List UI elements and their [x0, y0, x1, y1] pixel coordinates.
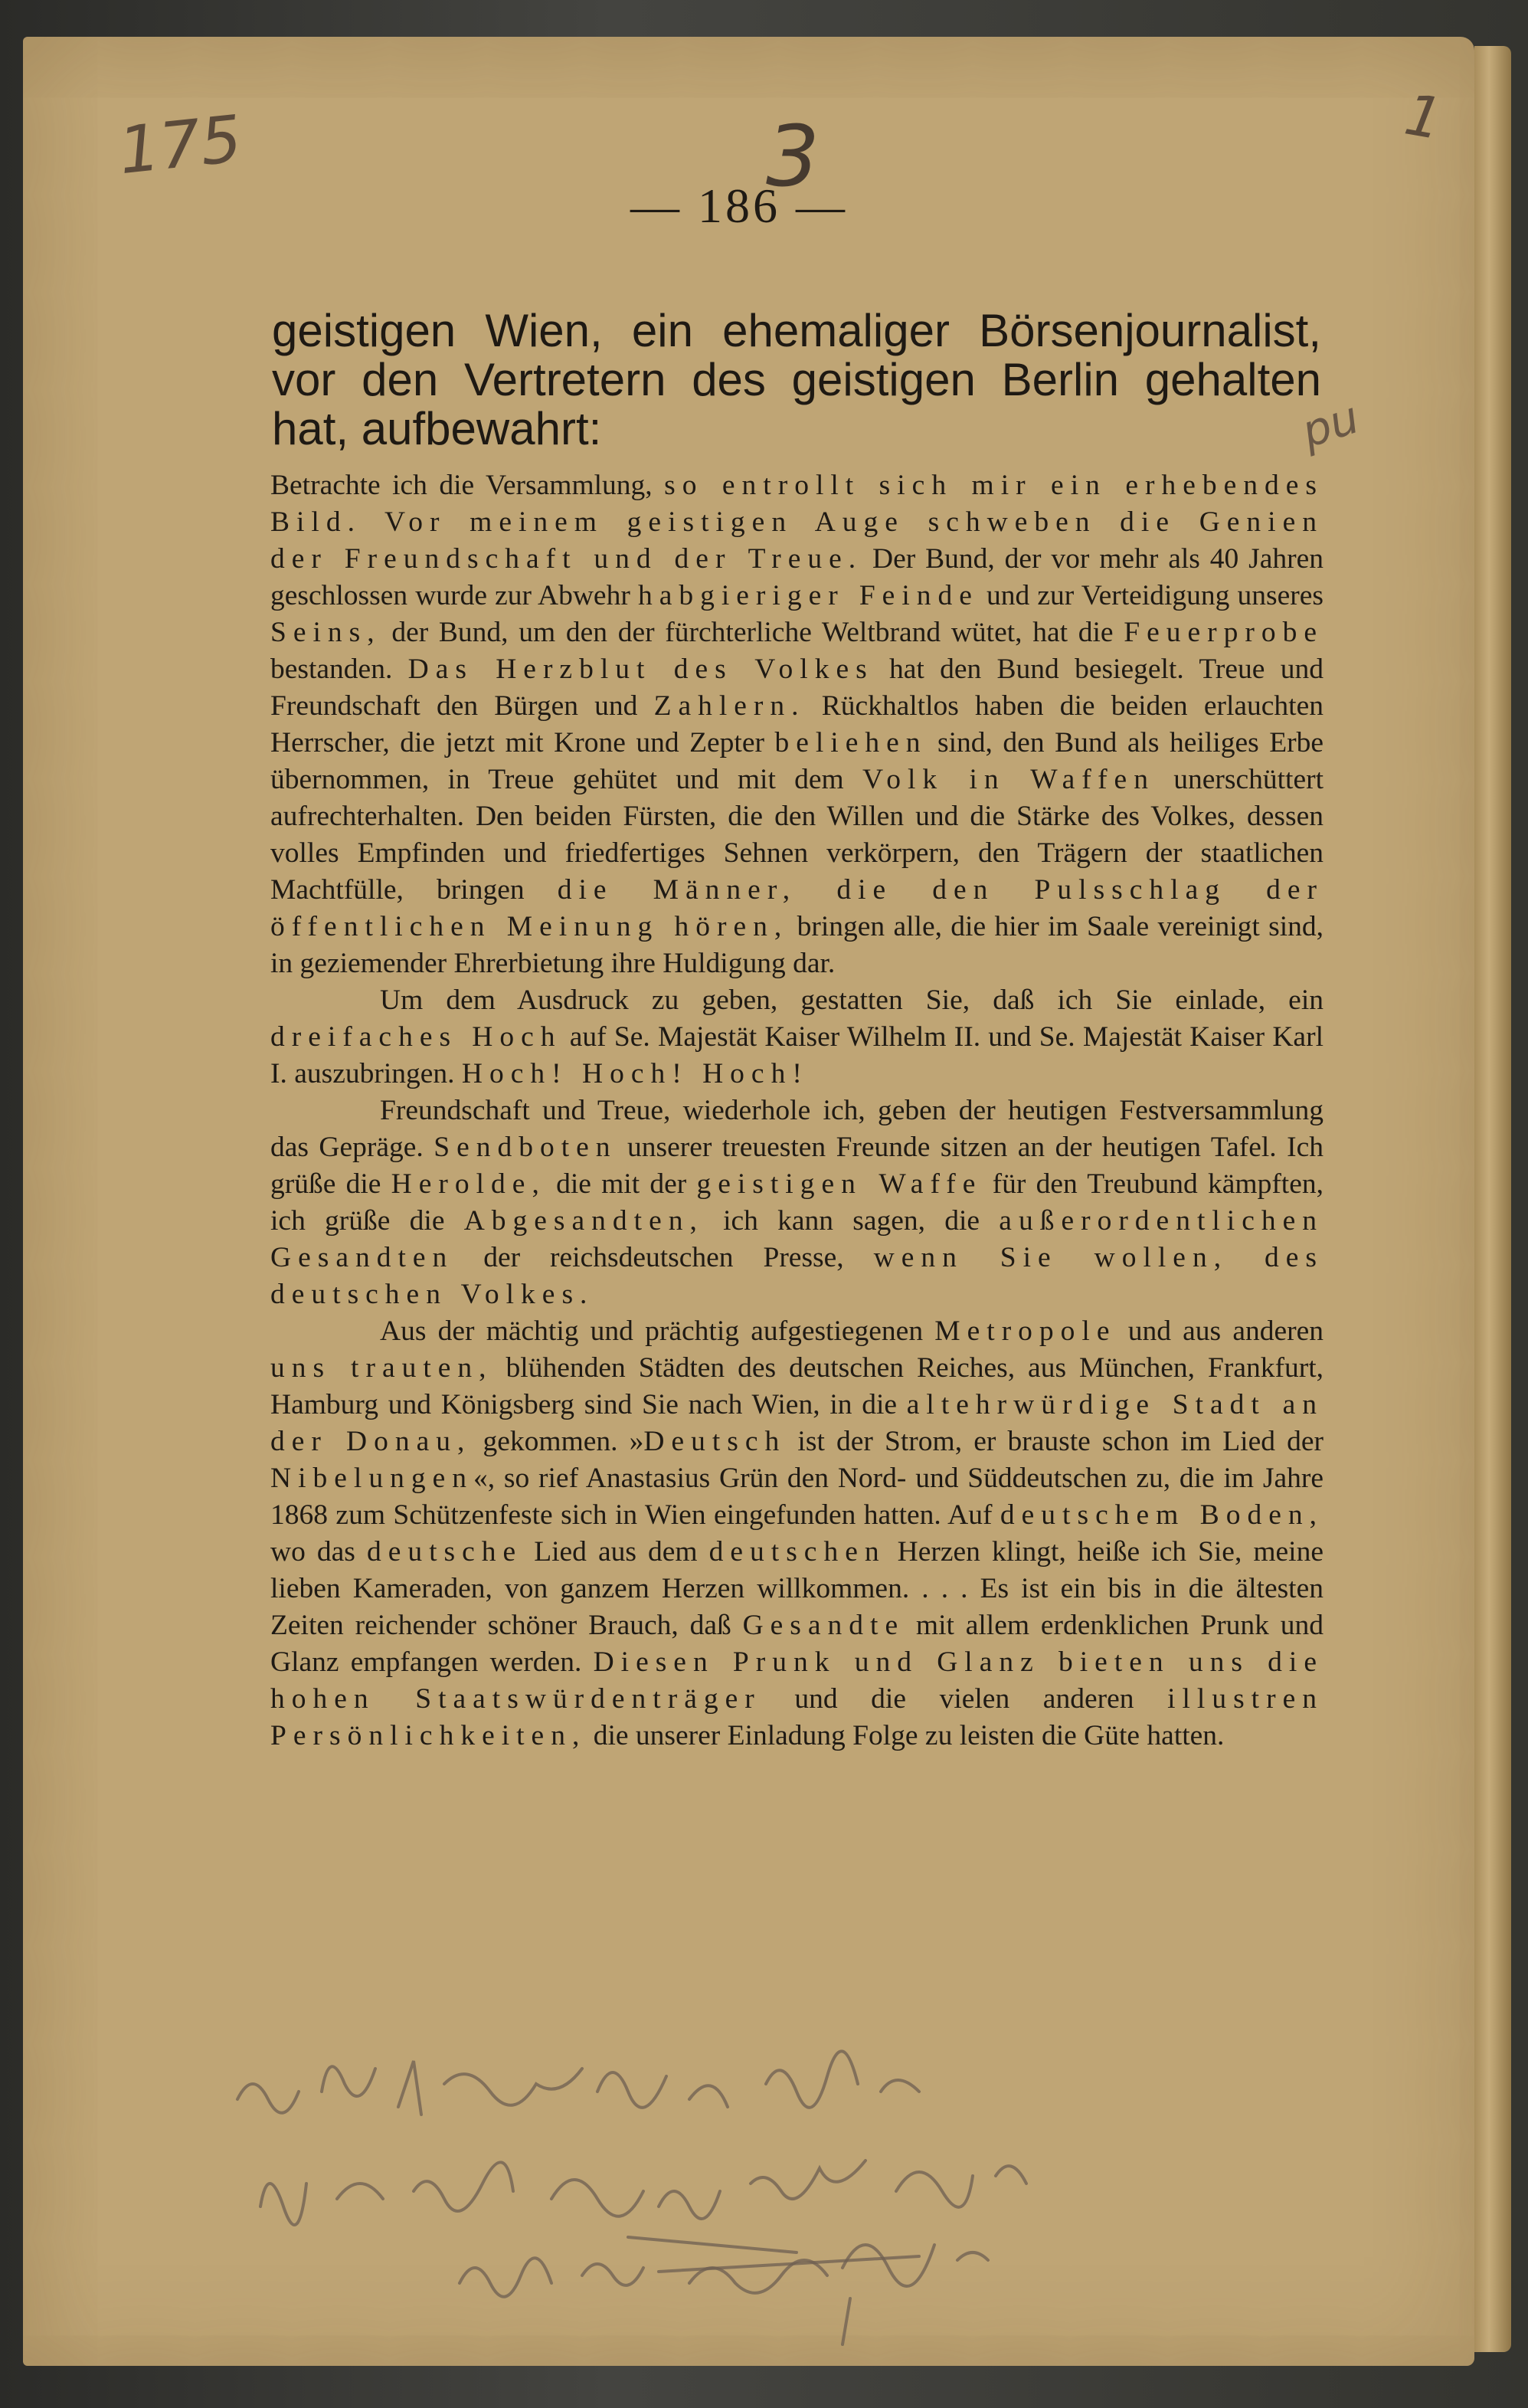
speech-body: [270, 467, 1324, 1754]
spaced-emphasis-text: habgieriger Feinde: [637, 580, 979, 611]
spaced-emphasis-text: deutschem Boden,: [1000, 1499, 1324, 1531]
spaced-emphasis-text: Hoch! Hoch! Hoch!: [461, 1058, 809, 1089]
paragraph-2: [270, 982, 1324, 1093]
spaced-emphasis-text: Nibelungen: [270, 1463, 473, 1494]
text-segment: Aus der mächtig und prächtig aufgestiegenen: [380, 1315, 935, 1347]
text-segment: Herzen klingt, heiße ich Sie, meine lieben Kameraden, von ganzem Herzen willkommen. . . . Es ist ein bis in die ältesten Zeiten reichender schöner Brauch, daß: [270, 1536, 1324, 1641]
text-segment: die mit der: [545, 1168, 697, 1200]
spaced-emphasis-text: Gesandte: [742, 1610, 905, 1641]
text-segment: Rückhaltlos haben die beiden erlauchten Herrscher, die jetzt mit Krone und Zepter: [270, 690, 1324, 758]
handwritten-pencil-notes: [230, 2038, 1340, 2360]
spaced-emphasis-text: uns trauten,: [270, 1352, 493, 1384]
text-segment: Um dem Ausdruck zu geben, gestatten Sie, daß ich Sie einlade, ein: [380, 984, 1324, 1016]
spaced-emphasis-text: geistigen Waffe: [696, 1168, 983, 1200]
text-segment: Freundschaft und Treue, wiederhole ich, geben der heutigen Festversammlung das Gepräge.: [270, 1095, 1324, 1163]
page-number: — 186 —: [630, 179, 848, 233]
text-segment: Der Bund, der vor mehr als 40 Jahren geschlossen wurde zur Abwehr: [270, 543, 1324, 611]
spaced-emphasis-text: deutsche: [366, 1536, 523, 1568]
spaced-emphasis-text: Volk in Waffen: [862, 764, 1155, 795]
handwritten-margin-note: pu: [1295, 391, 1366, 458]
text-segment: unserer treuesten Freunde sitzen an der heutigen Tafel. Ich grüße die: [270, 1132, 1324, 1200]
text-segment: auf Se. Majestät Kaiser Wilhelm II. und Se. Majestät Kaiser Karl I. auszubringen.: [270, 1021, 1324, 1089]
next-page-edge: [1474, 46, 1511, 2352]
spaced-emphasis-text: Zahlern.: [653, 690, 806, 722]
text-segment: und die vielen anderen: [761, 1683, 1168, 1715]
text-segment: und aus anderen: [1116, 1315, 1324, 1347]
text-segment: mit allem erdenklichen Prunk und Glanz empfangen werden.: [270, 1610, 1324, 1678]
handwritten-corner-mark: 1: [1399, 81, 1448, 153]
spaced-emphasis-text: Diesen Prunk und Glanz bieten uns die hohen Staatswürdenträger: [270, 1646, 1324, 1715]
handwritten-archive-number: 175: [115, 100, 246, 189]
text-segment: gekommen. »: [471, 1426, 644, 1457]
spaced-emphasis-text: deutschen: [708, 1536, 886, 1568]
spaced-emphasis-text: außerordentlichen Gesandten: [270, 1205, 1324, 1273]
text-segment: Lied aus dem: [522, 1536, 709, 1568]
handwritten-overwrite-mark: 3: [766, 107, 820, 205]
text-segment: bestanden.: [270, 654, 408, 685]
spaced-emphasis-text: so entrollt sich mir ein erhebendes Bild. Vor meinem geistigen Auge schweben die Genien der Freundschaft und der Treue.: [270, 470, 1324, 575]
paragraph-3: [270, 1093, 1324, 1313]
text-segment: sind, den Bund als heiliges Erbe übernommen, in Treue gehütet und mit dem: [270, 727, 1324, 795]
text-segment: unerschüttert aufrechterhalten. Den beiden Fürsten, die den Willen und die Stärke des Volkes, dessen volles Empfinden und friedfertiges Sehnen verkörpern, den Trägern der staatlichen Machtfülle, bringen: [270, 764, 1324, 906]
spaced-emphasis-text: Sendboten: [434, 1132, 617, 1163]
text-segment: blühenden Städten des deutschen Reiches, aus München, Frankfurt, Hamburg und Königsberg sind Sie nach Wien, in die: [270, 1352, 1324, 1420]
text-segment: Betrachte ich die Versammlung,: [270, 470, 665, 501]
spaced-emphasis-text: Feuerprobe: [1124, 617, 1324, 648]
text-segment: der Bund, um den der fürchterliche Weltbrand wütet, hat die: [381, 617, 1124, 648]
lead-text: geistigen Wien, ein ehemaliger Börsenjournalist, vor den Vertretern des geistigen Berlin gehalten hat, aufbewahrt:: [272, 305, 1321, 454]
text-segment: die unserer Einladung Folge zu leisten die Güte hatten.: [586, 1720, 1225, 1751]
text-segment: hat den Bund besiegelt. Treue und Freundschaft den Bürgen und: [270, 654, 1324, 722]
paragraph-4: [270, 1313, 1324, 1754]
spaced-emphasis-text: Deutsch: [643, 1426, 787, 1457]
text-segment: der reichsdeutschen Presse,: [453, 1242, 874, 1273]
text-segment: für den Treubund kämpften, ich grüße die: [270, 1168, 1324, 1237]
spaced-emphasis-text: dreifaches Hoch: [270, 1021, 562, 1053]
spaced-emphasis-text: Seins,: [270, 617, 381, 648]
spaced-emphasis-text: illustren Persönlichkeiten,: [270, 1683, 1324, 1751]
paragraph-1: [270, 467, 1324, 982]
text-segment: wo das: [270, 1536, 367, 1568]
spaced-emphasis-text: Das Herzblut des Volkes: [407, 654, 874, 685]
spaced-emphasis-text: Abgesandten,: [463, 1205, 704, 1237]
spaced-emphasis-text: beliehen: [774, 727, 928, 758]
text-segment: und zur Verteidigung unseres: [978, 580, 1324, 611]
text-segment: ich kann sagen, die: [703, 1205, 1000, 1237]
spaced-emphasis-text: die Männer, die den Pulsschlag der öffentlichen Meinung hören,: [270, 874, 1324, 942]
spaced-emphasis-text: wenn Sie wollen, des deutschen Volkes.: [270, 1242, 1324, 1310]
text-segment: bringen alle, die hier im Saale vereinigt sind, in geziemender Ehrerbietung ihre Huldigung dar.: [270, 911, 1324, 979]
text-segment: ist der Strom, er brauste schon im Lied der: [786, 1426, 1324, 1457]
spaced-emphasis-text: Metropole: [934, 1315, 1117, 1347]
spaced-emphasis-text: altehrwürdige Stadt an der Donau,: [270, 1389, 1324, 1457]
spaced-emphasis-text: Herolde,: [391, 1168, 546, 1200]
text-segment: «, so rief Anastasius Grün den Nord- und Süddeutschen zu, die im Jahre 1868 zum Schützenfeste sich in Wien eingefunden hatten. Auf: [270, 1463, 1324, 1531]
